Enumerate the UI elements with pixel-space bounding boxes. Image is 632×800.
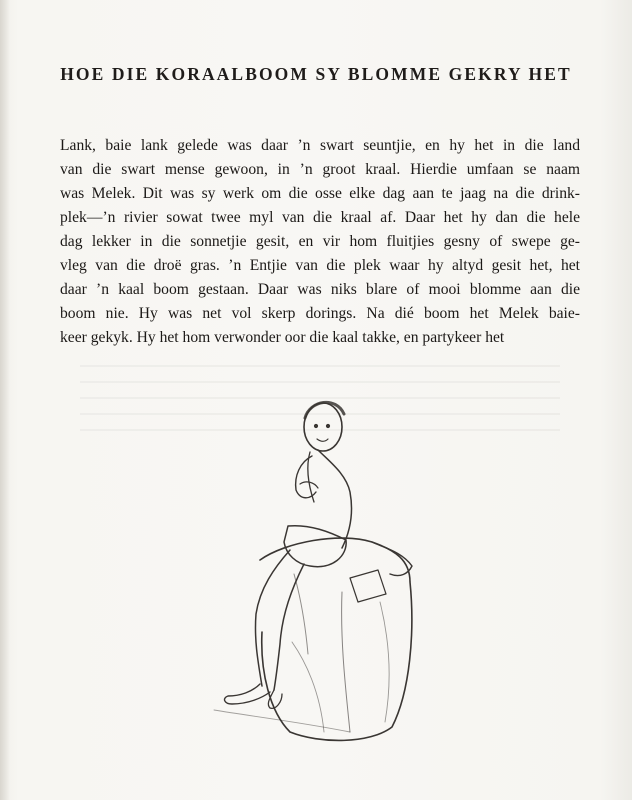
story-line: vleg van die droë gras. ’n Entjie van die plek waar hy altyd gesit het, het [60,257,580,274]
story-line: was Melek. Dit was sy werk om die osse elke dag aan te jaag na die drink- [60,185,580,202]
story-line: Lank, baie lank gelede was daar ’n swart seuntjie, en hy het in die land [60,137,580,154]
story-line: keer gekyk. Hy het hom verwonder oor die kaal takke, en partykeer het [60,329,505,346]
story-line: van die swart mense gewoon, in ’n groot kraal. Hierdie umfaan se naam [60,161,580,178]
story-line: boom nie. Hy was net vol skerp dorings. Na dié boom het Melek baie- [60,305,580,322]
story-body [60,134,580,350]
story-line: plek—’n rivier sowat twee myl van die kraal af. Daar het hy dan die hele [60,209,580,226]
story-line: dag lekker in die sonnetjie gesit, en vir hom fluitjies gesny of swepe ge- [60,233,580,250]
boy-sitting-on-sack-illustration [110,392,450,752]
story-title: HOE DIE KORAALBOOM SY BLOMME GEKRY HET [60,64,572,84]
story-line: daar ’n kaal boom gestaan. Daar was niks blare of mooi blomme aan die [60,281,580,298]
